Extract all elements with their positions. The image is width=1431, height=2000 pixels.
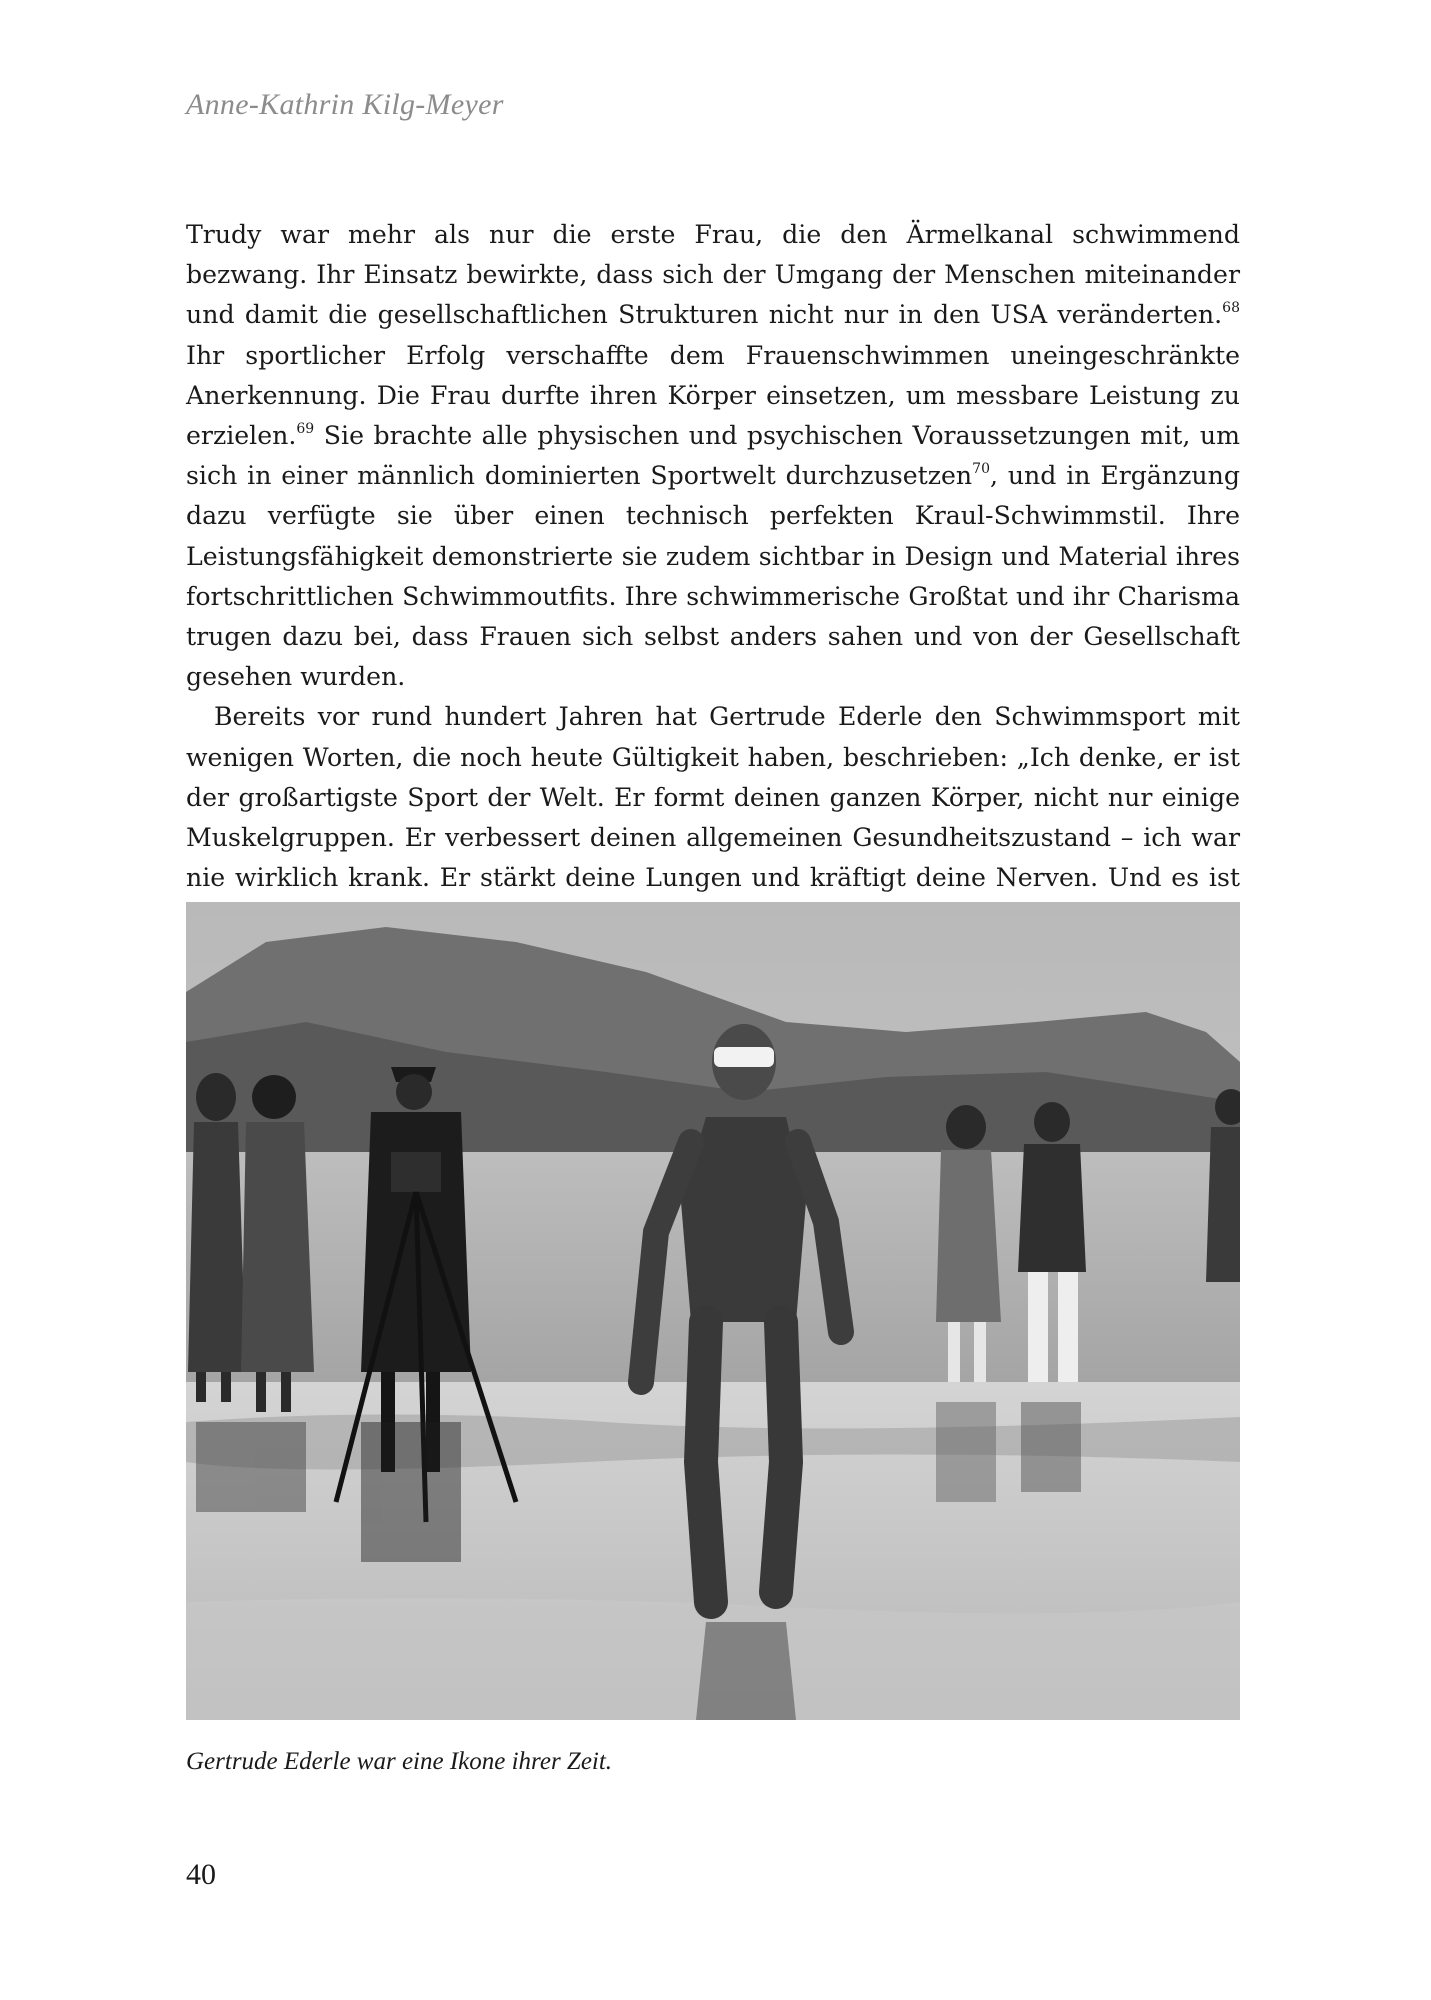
body-text <box>186 215 1240 939</box>
paragraph-1-text-3: Sie brachte alle physischen und psychischen Voraussetzungen mit, um sich in einer männlich dominierten Sportwelt durchzusetzen <box>186 421 1240 491</box>
spectator-left-1 <box>188 1073 246 1402</box>
page-number: 40 <box>186 1858 216 1891</box>
figure-caption: Gertrude Ederle war eine Ikone ihrer Zeit. <box>186 1748 613 1775</box>
running-head-author: Anne-Kathrin Kilg-Meyer <box>186 88 504 121</box>
footnote-ref-69: 69 <box>296 420 315 437</box>
paragraph-2-text-1: Bereits vor rund hundert Jahren hat Gertrude Ederle den Schwimmsport mit wenigen Worten, die noch heute Gültigkeit haben, beschrieben: „Ich denke, er ist der großartigste Sport der Welt. Er formt deinen ganzen Körper, nicht nur einige Muskelgruppen. Er verbessert deinen allgemeinen Gesundheitszustand – ich war nie wirklich krank. Er stärkt deine Lungen und kräftigt deine Nerven. Und es ist <box>186 702 1240 893</box>
paragraph-1-text-1: Trudy war mehr als nur die erste Frau, die den Ärmelkanal schwimmend bezwang. Ihr Einsatz bewirkte, dass sich der Umgang der Menschen miteinander und damit die gesellschaftlichen Strukturen nicht nur in den USA veränderten. <box>186 220 1240 330</box>
footnote-ref-68: 68 <box>1222 300 1240 317</box>
paragraph-1-text-2: Ihr sportlicher Erfolg verschaffte dem Frauenschwimmen uneingeschränkte Anerkennung. Die Frau durfte ihren Körper einsetzen, um messbare Leistung zu erzielen. <box>186 340 1240 451</box>
paragraph-1 <box>186 215 1240 697</box>
footnote-ref-70: 70 <box>972 460 990 477</box>
beach-photo-illustration <box>186 902 1240 1720</box>
spectator-left-2 <box>241 1075 314 1412</box>
paragraph-1-text-4: , und in Ergänzung dazu verfügte sie über einen technisch perfekten Kraul-Schwimmstil. Ihre Leistungsfähigkeit demonstrierte sie zudem sichtbar in Design und Material ihres fortschrittlichen Schwimmoutfits. Ihre schwimmerische Großtat und ihr Charisma trugen dazu bei, dass Frauen sich selbst anders sahen und von der Gesellschaft gesehen wurden. <box>186 461 1240 692</box>
figure-photo <box>186 902 1240 1720</box>
